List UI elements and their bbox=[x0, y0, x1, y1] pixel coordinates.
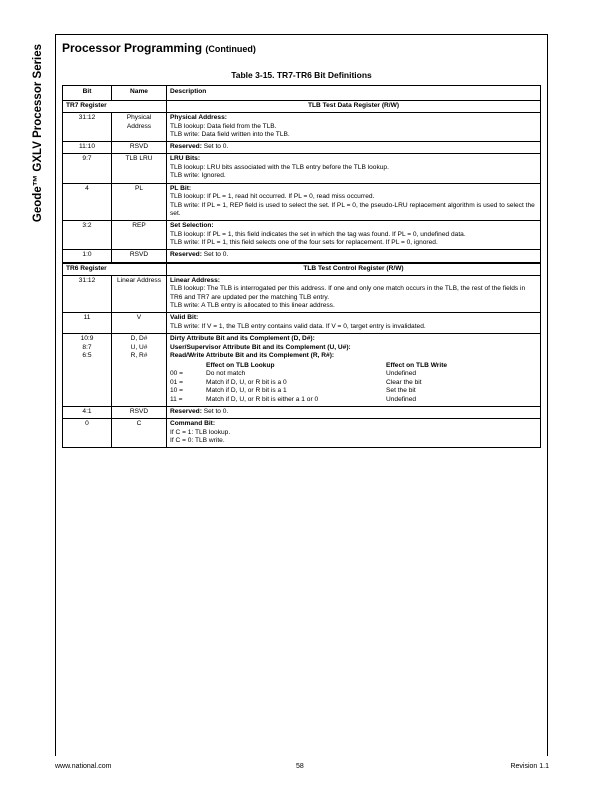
col-header-name: Name bbox=[112, 86, 167, 101]
table-row bbox=[63, 333, 541, 406]
effect-row bbox=[170, 387, 537, 396]
bit-definitions-table bbox=[62, 85, 541, 448]
field-line: TLB lookup: The TLB is interrogated per this address. If one and only one match occurs in the TLB, the rest of the fields in TR6 and TR7 are updated per the matching TLB entry. bbox=[170, 285, 526, 301]
description-cell bbox=[167, 113, 541, 142]
tr7-title: TLB Test Data Register (R/W) bbox=[167, 101, 541, 113]
effect-code: 01 = bbox=[170, 378, 184, 386]
bit-cell: 1:0 bbox=[63, 250, 112, 263]
page-heading bbox=[62, 41, 256, 55]
table-caption: Table 3-15. TR7-TR6 Bit Definitions bbox=[231, 70, 372, 80]
side-title bbox=[28, 38, 48, 228]
description-cell bbox=[167, 419, 541, 448]
bit-cell: 0 bbox=[63, 419, 112, 448]
description-cell bbox=[167, 313, 541, 334]
field-title: Physical Address: bbox=[170, 114, 227, 122]
field-title: Reserved: bbox=[170, 251, 202, 259]
name-cell: RSVD bbox=[112, 406, 167, 418]
bit-cell: 11 bbox=[63, 313, 112, 334]
table-row bbox=[63, 113, 541, 142]
tr7-label: TR7 Register bbox=[63, 101, 167, 113]
effect-row bbox=[170, 379, 537, 388]
field-title: Dirty Attribute Bit and its Complement (D, D#): bbox=[170, 334, 315, 342]
field-line: TLB write: A TLB entry is allocated to this linear address. bbox=[170, 302, 335, 310]
bit-cell: 4 bbox=[63, 183, 112, 221]
table-row bbox=[63, 313, 541, 334]
field-line: If C = 0: TLB write. bbox=[170, 437, 225, 445]
field-line: TLB lookup: Data field from the TLB. bbox=[170, 122, 277, 130]
field-title: Read/Write Attribute Bit and its Complement (R, R#): bbox=[170, 352, 335, 360]
effect-lookup: Match if D, U, or R bit is either a 1 or 0 bbox=[206, 395, 319, 403]
field-title: Reserved: bbox=[170, 143, 202, 151]
heading-main: Processor Programming bbox=[62, 41, 203, 55]
field-title: Reserved: bbox=[170, 407, 202, 415]
field-title: PL Bit: bbox=[170, 184, 192, 192]
name-cell: TLB LRU bbox=[112, 154, 167, 183]
field-title: Linear Address: bbox=[170, 276, 220, 284]
field-line: TLB write: Ignored. bbox=[170, 172, 226, 180]
name-cell: RSVD bbox=[112, 250, 167, 263]
field-line: TLB lookup: If PL = 1, read hit occurred. If PL = 0, read miss occurred. bbox=[170, 193, 375, 201]
tr7-section-row bbox=[63, 101, 541, 113]
name-cell: REP bbox=[112, 221, 167, 250]
effect-row bbox=[170, 370, 537, 379]
bit-cell: 3:2 bbox=[63, 221, 112, 250]
field-tail: Set to 0. bbox=[201, 407, 229, 415]
bit-cell: 9:7 bbox=[63, 154, 112, 183]
description-cell bbox=[167, 333, 541, 406]
description-cell bbox=[167, 250, 541, 263]
field-line: If C = 1: TLB lookup. bbox=[170, 428, 231, 436]
col-header-description: Description bbox=[167, 86, 541, 101]
field-line: TLB write: If PL = 1, REP field is used to select the set. If PL = 0, the pseudo-LRU replacement algorithm is used to select the set. bbox=[170, 201, 535, 218]
field-title: Set Selection: bbox=[170, 222, 214, 230]
effect-write: Undefined bbox=[386, 395, 417, 403]
effect-lookup-header: Effect on TLB Lookup bbox=[206, 361, 275, 369]
table-row bbox=[63, 142, 541, 154]
table-row bbox=[63, 183, 541, 221]
description-cell bbox=[167, 142, 541, 154]
effect-row bbox=[170, 396, 537, 405]
description-cell bbox=[167, 183, 541, 221]
description-cell bbox=[167, 406, 541, 418]
field-line: TLB lookup: LRU bits associated with the TLB entry before the TLB lookup. bbox=[170, 163, 389, 171]
field-tail: Set to 0. bbox=[201, 143, 229, 151]
field-title: LRU Bits: bbox=[170, 155, 201, 163]
bit-cell: 31:12 bbox=[63, 113, 112, 142]
name-value: D, D# bbox=[130, 334, 148, 342]
field-tail: Set to 0. bbox=[201, 251, 229, 259]
tr6-label: TR6 Register bbox=[63, 263, 167, 276]
name-cell: V bbox=[112, 313, 167, 334]
col-header-bit: Bit bbox=[63, 86, 112, 101]
bit-cell: 31:12 bbox=[63, 275, 112, 313]
table-row bbox=[63, 275, 541, 313]
side-title-text: Geode™ GXLV Processor Series bbox=[32, 43, 44, 223]
tr6-title: TLB Test Control Register (R/W) bbox=[167, 263, 541, 276]
field-line: TLB lookup: If PL = 1, this field indicates the set in which the tag was found. If PL = 0, undefined data. bbox=[170, 230, 466, 238]
field-line: TLB write: If V = 1, the TLB entry contains valid data. If V = 0, target entry is invalidated. bbox=[170, 322, 426, 330]
heading-sub: (Continued) bbox=[205, 44, 256, 54]
effect-code: 11 = bbox=[170, 395, 183, 403]
effect-lookup: Match if D, U, or R bit is a 1 bbox=[206, 387, 287, 395]
name-cell: PL bbox=[112, 183, 167, 221]
description-cell bbox=[167, 221, 541, 250]
bit-cell: 11:10 bbox=[63, 142, 112, 154]
bit-value: 10:9 bbox=[80, 334, 94, 342]
name-cell: Physical Address bbox=[112, 113, 167, 142]
effect-code: 00 = bbox=[170, 370, 184, 378]
table-row bbox=[63, 154, 541, 183]
table-row bbox=[63, 250, 541, 263]
effect-header-row bbox=[170, 362, 537, 371]
effect-lookup: Do not match bbox=[206, 370, 246, 378]
description-cell bbox=[167, 275, 541, 313]
footer-page-number: 58 bbox=[296, 763, 304, 770]
table-row bbox=[63, 419, 541, 448]
name-cell: C bbox=[112, 419, 167, 448]
footer-revision: Revision 1.1 bbox=[510, 763, 549, 770]
bit-cell bbox=[63, 333, 112, 406]
table-row bbox=[63, 221, 541, 250]
name-cell: RSVD bbox=[112, 142, 167, 154]
bit-value: 8:7 bbox=[82, 343, 92, 351]
table-row bbox=[63, 406, 541, 418]
effect-code: 10 = bbox=[170, 387, 184, 395]
field-line: TLB write: If PL = 1, this field selects one of the four sets for replacement. If PL = 0, ignored. bbox=[170, 239, 438, 247]
bit-cell: 4:1 bbox=[63, 406, 112, 418]
field-line: TLB write: Data field written into the TLB. bbox=[170, 131, 290, 139]
effect-lookup: Match if D, U, or R bit is a 0 bbox=[206, 378, 287, 386]
name-cell bbox=[112, 333, 167, 406]
field-title: Command Bit: bbox=[170, 420, 216, 427]
effect-write-header: Effect on TLB Write bbox=[386, 361, 448, 369]
field-title: User/Supervisor Attribute Bit and its Complement (U, U#): bbox=[170, 343, 351, 351]
name-value: R, R# bbox=[130, 352, 148, 360]
footer-website: www.national.com bbox=[55, 763, 112, 770]
tr6-section-row bbox=[63, 263, 541, 276]
effect-write: Undefined bbox=[386, 370, 417, 378]
effect-subtable bbox=[170, 362, 537, 405]
name-value: U, U# bbox=[130, 343, 148, 351]
effect-write: Clear the bit bbox=[386, 378, 422, 386]
effect-write: Set the bit bbox=[386, 387, 416, 395]
name-cell: Linear Address bbox=[112, 275, 167, 313]
header-row bbox=[63, 86, 541, 101]
description-cell bbox=[167, 154, 541, 183]
field-title: Valid Bit: bbox=[170, 314, 199, 322]
bit-value: 6:5 bbox=[82, 352, 92, 360]
